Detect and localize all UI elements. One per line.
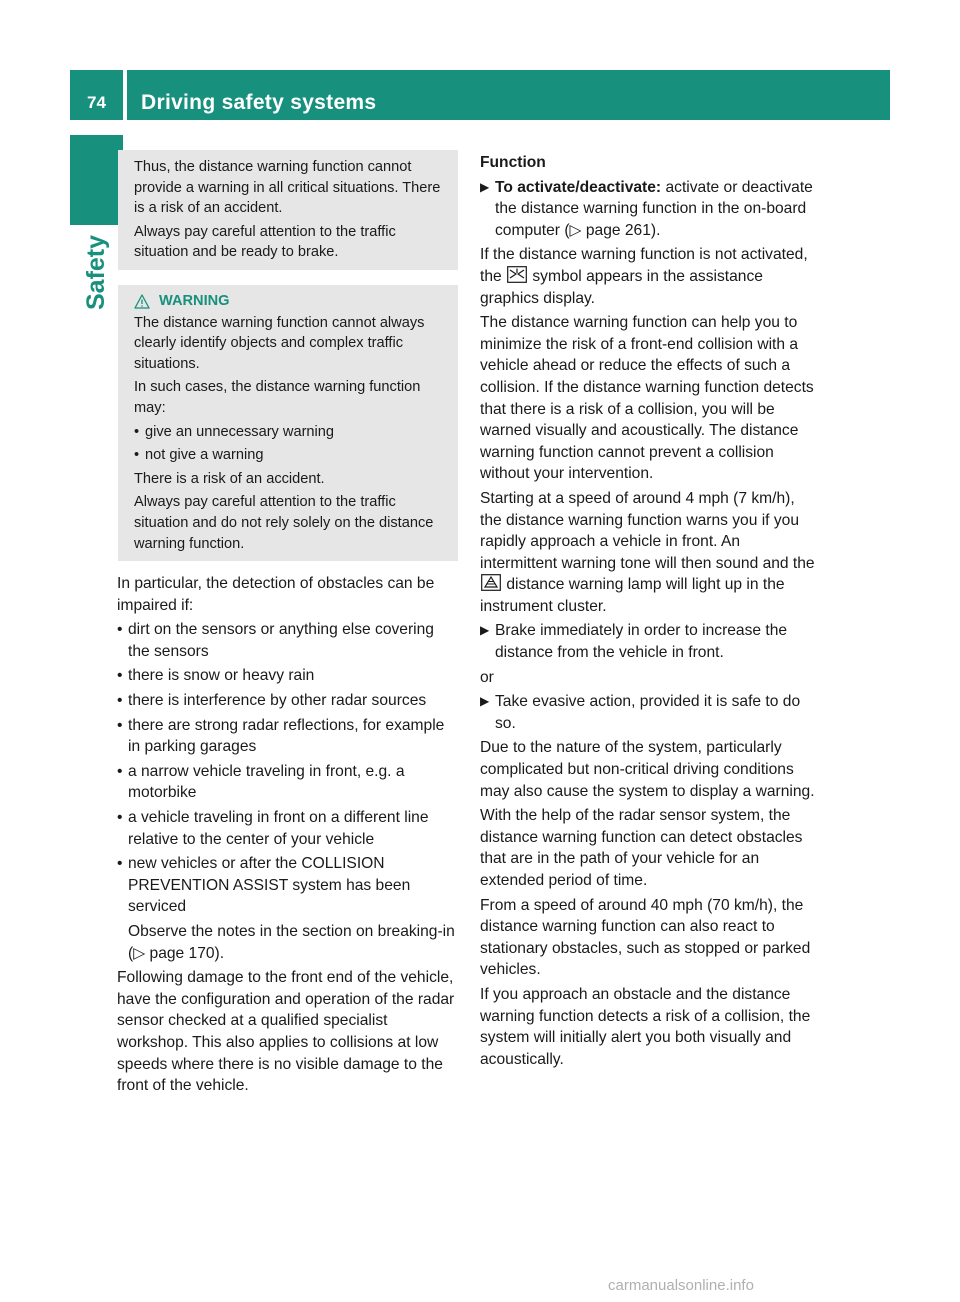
intro-paragraph: In particular, the detection of obstacles can be impaired if:: [117, 575, 435, 614]
list-item: • there is snow or heavy rain: [117, 665, 459, 687]
paragraph: If the distance warning function is not activated, the symbol appears in the assistance graphics display.: [480, 246, 808, 307]
arrow-icon: ▶: [480, 623, 490, 638]
warning-label: WARNING: [159, 292, 230, 309]
warning-paragraph: The distance warning function cannot always clearly identify objects and complex traffic situations.: [134, 314, 425, 372]
bullet-icon: •: [117, 809, 123, 827]
watermark: carmanualsonline.info: [608, 1277, 754, 1294]
list-item: • dirt on the sensors or anything else covering the sensors: [117, 619, 459, 662]
warning-triangle-icon: [134, 294, 150, 309]
header-divider: [123, 70, 127, 120]
distance-warning-lamp-icon: [481, 574, 501, 591]
section-tab-block: [70, 135, 123, 225]
warning-box: [118, 285, 458, 561]
paragraph: From a speed of around 40 mph (70 km/h), the distance warning function can also react to stationary obstacles, such as stopped or parked vehicles.: [480, 896, 811, 979]
bullet-icon: •: [117, 855, 123, 873]
warning-paragraph: Always pay careful attention to the traffic situation and do not rely solely on the distance warning function.: [134, 494, 434, 552]
paragraph: If you approach an obstacle and the distance warning function detects a risk of a collision, the system will initially alert you both visually and acoustically.: [480, 985, 811, 1068]
step-text: Brake immediately in order to increase the distance from the vehicle in front.: [495, 622, 788, 662]
paragraph: Due to the nature of the system, particularly complicated but non-critical driving conditions may also cause the system to display a warning.: [480, 739, 815, 800]
arrow-icon: ▶: [480, 179, 490, 194]
section-label: Safety: [82, 234, 110, 310]
bullet-icon: •: [134, 447, 140, 464]
paragraph: With the help of the radar sensor system, the distance warning function can detect obstacles that are in the path of your vehicle for an extended period of time.: [480, 807, 803, 889]
section-heading: Function: [480, 154, 546, 171]
list-item: • there is interference by other radar sources: [117, 690, 459, 712]
page-number: 74: [87, 93, 106, 112]
list-item: • a vehicle traveling in front on a different line relative to the center of your vehicle: [117, 807, 459, 850]
list-item: • new vehicles or after the COLLISION PREVENTION ASSIST system has been serviced: [117, 853, 459, 918]
warning-paragraph: In such cases, the distance warning function may:: [134, 379, 421, 416]
bullet-icon: •: [117, 762, 123, 780]
step-label: To activate/deactivate:: [495, 178, 662, 196]
right-column: [480, 152, 816, 1073]
paragraph: Starting at a speed of around 4 mph (7 km/h), the distance warning function warns you if you rapidly approach a vehicle in front. An intermittent warning tone will then sound and the distance warning lamp will light up in the instrument cluster.: [480, 489, 815, 615]
instruction-step: [480, 691, 816, 734]
list-item: • there are strong radar reflections, for example in parking garages: [117, 715, 459, 758]
bullet-icon: •: [117, 667, 123, 685]
instruction-step: [480, 177, 816, 242]
bullet-icon: •: [117, 716, 123, 734]
page-title: Driving safety systems: [141, 91, 377, 114]
impairment-list: [117, 619, 459, 918]
arrow-icon: ▶: [480, 694, 490, 709]
warning-bullet: • give an unnecessary warning: [134, 422, 450, 443]
bullet-icon: •: [134, 423, 140, 440]
warning-bullet: • not give a warning: [134, 445, 450, 466]
distance-warning-off-icon: [507, 266, 527, 283]
list-item: • a narrow vehicle traveling in front, e.g. a motorbike: [117, 761, 459, 804]
note-paragraph: Thus, the distance warning function cannot provide a warning in all critical situations. There is a risk of an accident.: [134, 159, 441, 217]
note-box: [118, 150, 458, 270]
left-body: [117, 573, 459, 1097]
note-paragraph: Always pay careful attention to the traffic situation and be ready to brake.: [134, 223, 396, 261]
warning-heading: [134, 291, 450, 312]
instruction-step: [480, 620, 816, 663]
breaking-in-note: Observe the notes in the section on breaking-in (▷ page 170).: [128, 923, 455, 962]
closing-paragraph: Following damage to the front end of the vehicle, have the configuration and operation of the radar sensor checked at a qualified specialist workshop. This also applies to collisions at low speeds where there is no visible damage to the front of the vehicle.: [117, 969, 455, 1095]
step-text: Take evasive action, provided it is safe to do so.: [495, 693, 801, 732]
warning-paragraph: There is a risk of an accident.: [134, 470, 325, 487]
paragraph: The distance warning function can help you to minimize the risk of a front-end collision with a vehicle ahead or reduce the effects of such a collision. If the distance warning function detects that there is a risk of a collision, you will be warned visually and acoustically. The distance warning function cannot prevent a collision without your intervention.: [480, 314, 814, 483]
or-text: or: [480, 668, 494, 686]
bullet-icon: •: [117, 621, 123, 639]
step-text: activate or deactivate the distance warning function in the on-board computer (▷ page 261).: [495, 178, 813, 239]
bullet-icon: •: [117, 692, 123, 710]
left-column: [117, 150, 459, 1100]
